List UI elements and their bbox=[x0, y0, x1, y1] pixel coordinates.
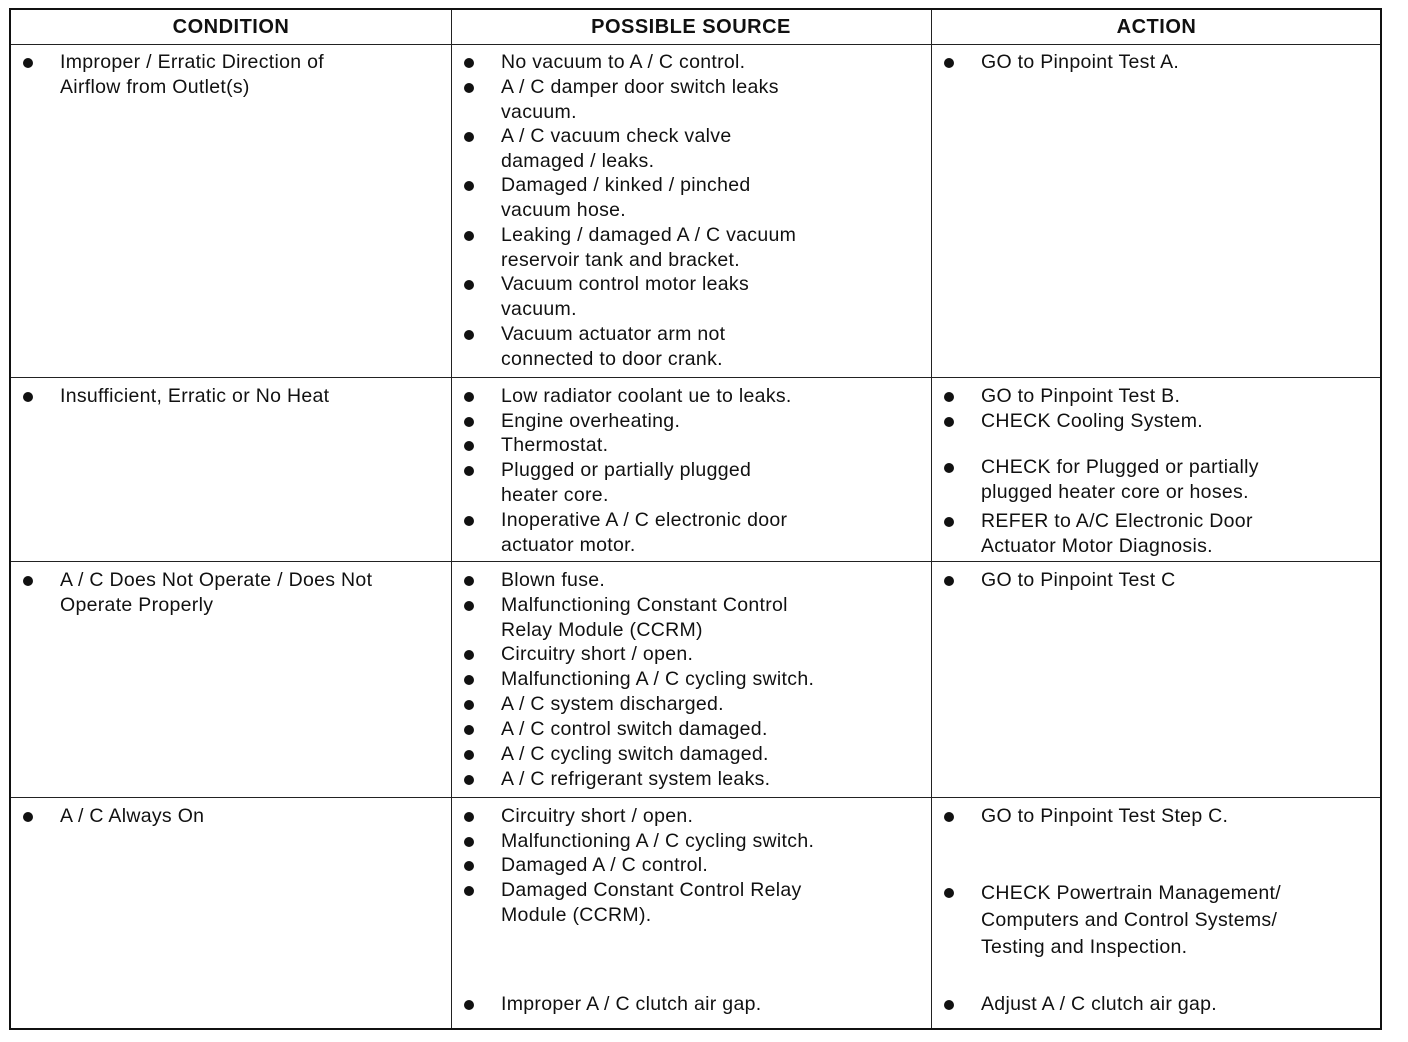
bullet-icon bbox=[464, 650, 474, 660]
source-text: Vacuum control motor leaks vacuum. bbox=[501, 273, 750, 320]
source-text: Improper A / C clutch air gap. bbox=[501, 993, 762, 1015]
bullet-icon bbox=[944, 812, 954, 822]
row-divider bbox=[11, 44, 1380, 45]
action-text: CHECK Powertrain Management/ Computers and Control Systems/ Testing and Inspection. bbox=[981, 882, 1281, 958]
bullet-icon bbox=[464, 330, 474, 340]
source-text: A / C cycling switch damaged. bbox=[501, 743, 769, 765]
header-possible-source: POSSIBLE SOURCE bbox=[591, 16, 791, 38]
source-text: Leaking / damaged A / C vacuum reservoir tank and bracket. bbox=[501, 224, 797, 271]
action-text: CHECK Cooling System. bbox=[981, 410, 1203, 432]
bullet-icon bbox=[464, 181, 474, 191]
action-text: REFER to A/C Electronic Door Actuator Motor Diagnosis. bbox=[981, 510, 1253, 557]
bullet-icon bbox=[464, 231, 474, 241]
action-text: CHECK for Plugged or partially plugged heater core or hoses. bbox=[981, 456, 1259, 503]
bullet-icon bbox=[944, 463, 954, 473]
source-text: Thermostat. bbox=[501, 434, 609, 456]
source-text: No vacuum to A / C control. bbox=[501, 51, 746, 73]
action-text: GO to Pinpoint Test Step C. bbox=[981, 805, 1229, 827]
bullet-icon bbox=[944, 576, 954, 586]
bullet-icon bbox=[464, 861, 474, 871]
bullet-icon bbox=[464, 700, 474, 710]
bullet-icon bbox=[23, 812, 33, 822]
action-text: GO to Pinpoint Test B. bbox=[981, 385, 1181, 407]
bullet-icon bbox=[23, 58, 33, 68]
bullet-icon bbox=[944, 417, 954, 427]
bullet-icon bbox=[464, 132, 474, 142]
bullet-icon bbox=[944, 392, 954, 402]
row-divider bbox=[11, 797, 1380, 798]
action-text: GO to Pinpoint Test C bbox=[981, 569, 1176, 591]
bullet-icon bbox=[464, 417, 474, 427]
bullet-icon bbox=[23, 576, 33, 586]
bullet-icon bbox=[464, 725, 474, 735]
bullet-icon bbox=[464, 886, 474, 896]
source-text: Circuitry short / open. bbox=[501, 805, 694, 827]
source-text: Damaged A / C control. bbox=[501, 854, 709, 876]
condition-text: A / C Does Not Operate / Does Not Operate Properly bbox=[60, 569, 373, 616]
source-text: Malfunctioning Constant Control Relay Module (CCRM) bbox=[501, 594, 788, 641]
source-text: Damaged Constant Control Relay Module (CCRM). bbox=[501, 879, 802, 926]
bullet-icon bbox=[464, 392, 474, 402]
source-text: A / C damper door switch leaks vacuum. bbox=[501, 76, 779, 123]
action-text: GO to Pinpoint Test A. bbox=[981, 51, 1180, 73]
source-text: A / C control switch damaged. bbox=[501, 718, 768, 740]
bullet-icon bbox=[464, 750, 474, 760]
bullet-icon bbox=[464, 601, 474, 611]
bullet-icon bbox=[464, 1000, 474, 1010]
bullet-icon bbox=[464, 516, 474, 526]
source-text: Malfunctioning A / C cycling switch. bbox=[501, 668, 815, 690]
source-text: Malfunctioning A / C cycling switch. bbox=[501, 830, 815, 852]
bullet-icon bbox=[464, 280, 474, 290]
bullet-icon bbox=[464, 576, 474, 586]
bullet-icon bbox=[464, 675, 474, 685]
source-text: Plugged or partially plugged heater core. bbox=[501, 459, 752, 506]
bullet-icon bbox=[464, 812, 474, 822]
source-text: A / C system discharged. bbox=[501, 693, 724, 715]
action-text: Adjust A / C clutch air gap. bbox=[981, 993, 1218, 1015]
condition-text: Insufficient, Erratic or No Heat bbox=[60, 385, 330, 407]
bullet-icon bbox=[464, 837, 474, 847]
column-divider bbox=[931, 10, 932, 1028]
source-text: Low radiator coolant ue to leaks. bbox=[501, 385, 792, 407]
source-text: Circuitry short / open. bbox=[501, 643, 694, 665]
row-divider bbox=[11, 377, 1380, 378]
diagnosis-table bbox=[9, 8, 1382, 1030]
bullet-icon bbox=[944, 1000, 954, 1010]
bullet-icon bbox=[464, 775, 474, 785]
bullet-icon bbox=[464, 441, 474, 451]
bullet-icon bbox=[464, 83, 474, 93]
header-condition: CONDITION bbox=[172, 16, 290, 38]
source-text: Inoperative A / C electronic door actuator motor. bbox=[501, 509, 788, 556]
source-text: Blown fuse. bbox=[501, 569, 606, 591]
condition-text: Improper / Erratic Direction of Airflow from Outlet(s) bbox=[60, 51, 324, 98]
bullet-icon bbox=[23, 392, 33, 402]
source-text: A / C vacuum check valve damaged / leaks. bbox=[501, 125, 732, 172]
row-divider bbox=[11, 561, 1380, 562]
bullet-icon bbox=[944, 517, 954, 527]
condition-text: A / C Always On bbox=[60, 805, 205, 827]
header-action: ACTION bbox=[1116, 16, 1197, 38]
bullet-icon bbox=[464, 466, 474, 476]
source-text: Damaged / kinked / pinched vacuum hose. bbox=[501, 174, 751, 221]
bullet-icon bbox=[944, 58, 954, 68]
column-divider bbox=[451, 10, 452, 1028]
bullet-icon bbox=[944, 888, 954, 898]
source-text: A / C refrigerant system leaks. bbox=[501, 768, 771, 790]
bullet-icon bbox=[464, 58, 474, 68]
source-text: Engine overheating. bbox=[501, 410, 681, 432]
source-text: Vacuum actuator arm not connected to door crank. bbox=[501, 323, 726, 370]
